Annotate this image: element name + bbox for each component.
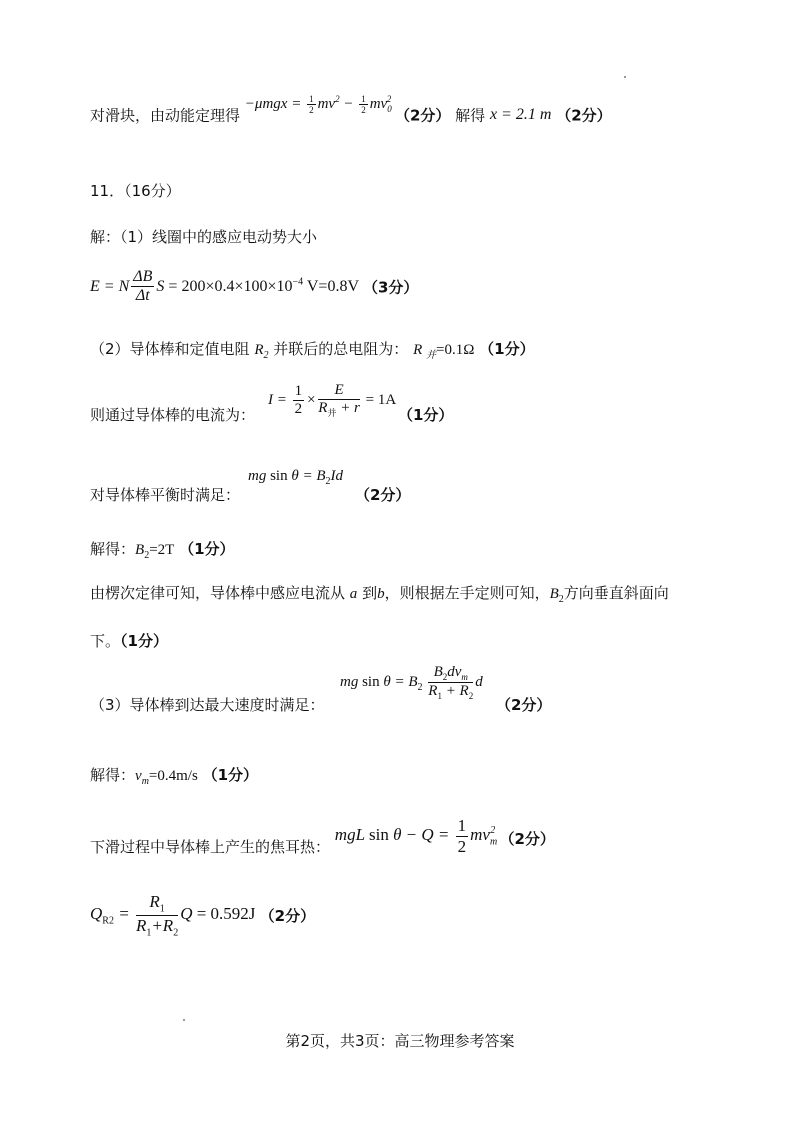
score-label: （2分） xyxy=(496,696,552,714)
scan-speck xyxy=(183,1019,185,1021)
current-line xyxy=(90,404,255,425)
score-label: （2分） xyxy=(259,906,316,925)
b2-symbol: $B_2$ xyxy=(549,586,564,605)
b2-symbol: $B_2$ xyxy=(135,542,150,561)
lenz-text: 由楞次定律可知，导体棒中感应电流从 xyxy=(90,584,346,602)
vm-value: =0.4m/s xyxy=(148,768,198,784)
score-label: （1分） xyxy=(179,540,235,558)
solve-result: x = 2.1 m xyxy=(489,105,552,123)
score-label: （2分） xyxy=(394,106,451,125)
point-a: a xyxy=(349,586,358,602)
solve-vm-line xyxy=(90,764,258,787)
heat-text: 下滑过程中导体棒上产生的焦耳热： xyxy=(90,837,331,856)
qr2-line xyxy=(90,892,315,939)
solve-vm-label: 解得： xyxy=(90,766,136,784)
kinetic-energy-equation: −μmgx = $\frac{1}{2}$ $mv^2$ − $\frac{1}{2}$ $mv_0^2$ xyxy=(244,94,392,116)
qr2-value: = 0.592J xyxy=(196,904,256,924)
question-header: 11．（16分） xyxy=(90,182,181,200)
solve-b2-line xyxy=(90,538,235,561)
score-label: （3分） xyxy=(363,278,419,297)
kinetic-energy-line xyxy=(90,94,612,126)
score-label: （2分） xyxy=(499,829,555,848)
solve-b2-label: 解得： xyxy=(90,540,136,558)
emf-equation-line xyxy=(90,268,418,306)
page-footer: 第2页，共3页：高三物理参考答案 xyxy=(285,1032,515,1050)
heat-line xyxy=(90,816,555,856)
part2-tail: 并联后的总电阻为： xyxy=(273,340,409,358)
part1-heading: 解：（1）线圈中的感应电动势大小 xyxy=(90,228,318,246)
lenz-line-1 xyxy=(90,582,669,605)
balance-equation: mg $\sin \theta = B_2Id$ xyxy=(248,468,344,487)
score-label: （1分） xyxy=(202,766,259,784)
solve-label: 解得 xyxy=(455,106,486,125)
scan-speck xyxy=(624,76,626,78)
current-equation: I = $\frac{1}{2}$ × $\frac{E}{R_并 + r}$ = 1A xyxy=(268,382,397,419)
lenz-text: 方向垂直斜面向 xyxy=(563,584,669,602)
current-text: 则通过导体棒的电流为： xyxy=(90,406,256,424)
b2-value: =2T xyxy=(149,542,175,558)
part2-text: （2）导体棒和定值电阻 xyxy=(90,340,250,358)
vm-symbol: $v_m$ xyxy=(135,768,149,787)
lenz-text: 到 xyxy=(362,584,378,602)
kinetic-energy-text: 对滑块，由动能定理得 xyxy=(90,106,241,125)
lenz-text: ，则根据左手定则可知， xyxy=(384,584,550,602)
max-speed-equation: mg $\sin \theta = B_2$ $\frac{B_2dv_m}{R_1 + R_2}$ d xyxy=(340,664,483,702)
balance-text: 对导体棒平衡时满足： xyxy=(90,486,241,504)
r-parallel-value: =0.1Ω xyxy=(436,342,475,358)
score-label: （2分） xyxy=(355,486,411,504)
part2-line xyxy=(90,338,535,361)
point-b: b xyxy=(377,586,385,602)
resistor-r2: $R_2$ xyxy=(254,342,269,361)
part3-heading: （3）导体棒到达最大速度时满足： xyxy=(90,696,325,714)
lenz-line-2 xyxy=(90,630,168,651)
score-label: （1分） xyxy=(120,632,168,650)
score-label: （2分） xyxy=(556,106,612,125)
emf-equation: E = N $\frac{\Delta B}{\Delta t}$ $S = 200\times 0.4\times 100\times 10^{-4}$ V=0.8V xyxy=(90,268,359,305)
lenz-text: 下。 xyxy=(90,632,121,650)
score-label: （1分） xyxy=(398,406,454,424)
score-label: （1分） xyxy=(479,340,535,358)
r-parallel-symbol: R $_并$ xyxy=(413,342,436,361)
qr2-equation: $Q_{R2}$ = $\frac{R_1}{R_1+R_2}$ Q = 0.592J xyxy=(90,892,256,939)
heat-equation: mgL sin θ − Q = $\frac{1}{2}$ $mv_m^2$ xyxy=(334,816,498,856)
